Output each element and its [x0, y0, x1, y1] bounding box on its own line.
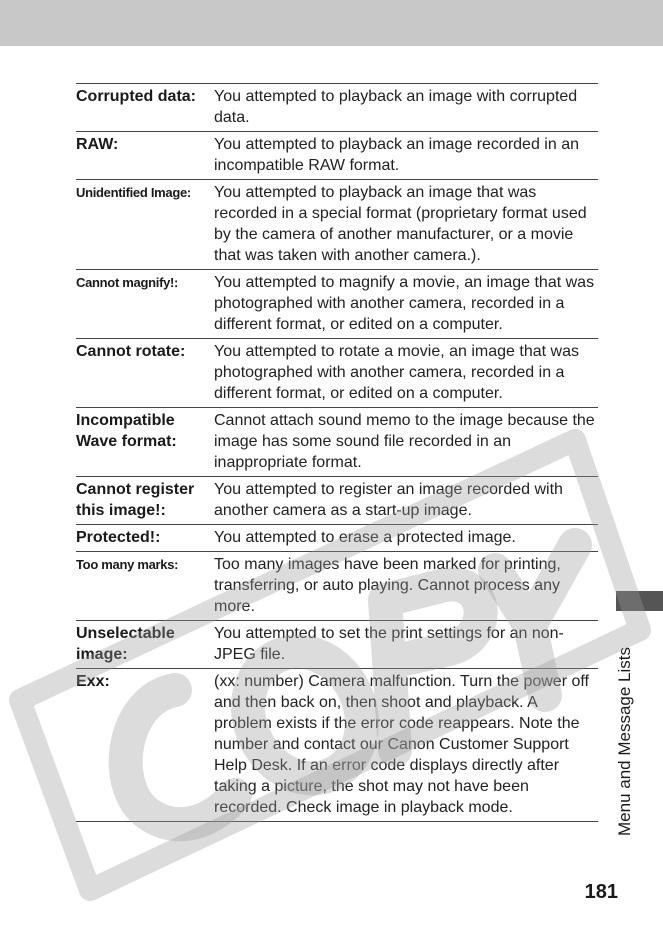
message-term: Too many marks: — [76, 557, 179, 572]
message-term: Cannot register this image!: — [76, 481, 195, 519]
message-row-cannot-rotate — [76, 339, 598, 408]
message-row-exx — [76, 669, 598, 822]
message-description: Too many images have been marked for printing, transferring, or auto playing. Cannot process any more. — [214, 556, 561, 615]
message-term: RAW: — [76, 136, 119, 153]
message-description: You attempted to erase a protected image. — [214, 529, 516, 546]
message-description: You attempted to register an image recorded with another camera as a start-up image. — [214, 481, 563, 519]
message-row-unidentified-image — [76, 180, 598, 270]
message-description: You attempted to magnify a movie, an image that was photographed with another camera, recorded in a different format, or edited on a computer. — [214, 274, 595, 333]
message-term: Cannot rotate: — [76, 343, 186, 360]
message-row-cannot-register — [76, 477, 598, 525]
message-description: You attempted to playback an image recorded in an incompatible RAW format. — [214, 136, 579, 174]
message-term: Cannot magnify!: — [76, 275, 179, 290]
message-term: Protected!: — [76, 529, 161, 546]
message-term: Unselectable image: — [76, 625, 175, 663]
message-row-corrupted-data — [76, 84, 598, 132]
message-row-unselectable-image — [76, 621, 598, 669]
message-row-protected — [76, 525, 598, 552]
message-term: Unidentified Image: — [76, 185, 191, 200]
section-side-label: Menu and Message Lists — [615, 647, 634, 836]
message-row-cannot-magnify — [76, 270, 598, 339]
message-description: You attempted to playback an image with corrupted data. — [214, 88, 578, 126]
message-description: (xx: number) Camera malfunction. Turn the power off and then back on, then shoot and playback. A problem exists if the error code reappears. Note the number and contact our Canon Customer Support Help Desk. If an error code displays directly after taking a picture, the shot may not have been recorded. Check image in playback mode. — [214, 673, 589, 816]
message-term: Corrupted data: — [76, 88, 196, 105]
message-description: Cannot attach sound memo to the image because the image has some sound file recorded in an inappropriate format. — [214, 412, 595, 471]
page-number: 181 — [584, 881, 618, 903]
header-band — [0, 0, 663, 46]
message-description: You attempted to rotate a movie, an image that was photographed with another camera, recorded in a different format, or edited on a computer. — [214, 343, 579, 402]
message-description: You attempted to playback an image that was recorded in a special format (proprietary format used by the camera of another manufacturer, or a movie that was taken with another camera.). — [214, 184, 587, 264]
message-row-incompatible-wave-format — [76, 408, 598, 477]
message-list — [76, 83, 598, 822]
message-description: You attempted to set the print settings for an non-JPEG file. — [214, 625, 564, 663]
message-term: Incompatible Wave format: — [76, 412, 177, 450]
message-row-raw — [76, 132, 598, 180]
message-term: Exx: — [76, 673, 110, 690]
message-row-too-many-marks — [76, 552, 598, 621]
